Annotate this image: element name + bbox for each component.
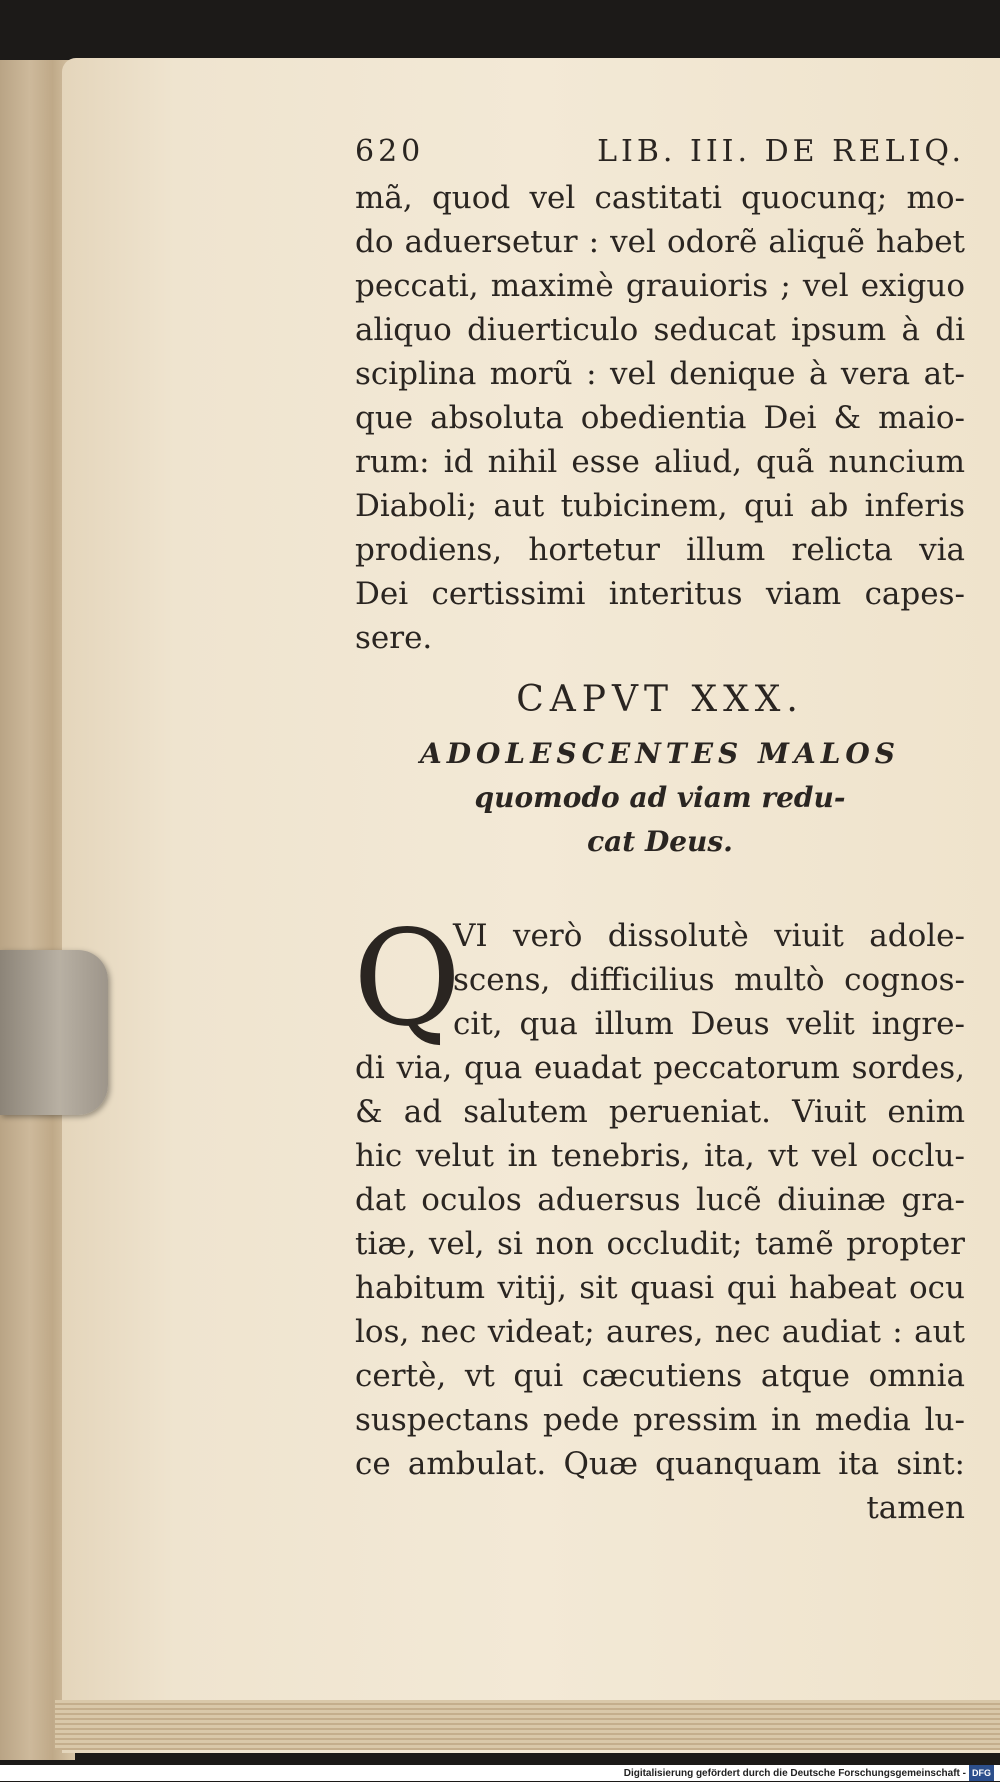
text-line: prodiens, hortetur illum relicta via	[355, 532, 965, 568]
text-line: los, nec videat; aures, nec audiat : aut	[355, 1314, 965, 1350]
chapter-body	[353, 902, 965, 1530]
text-line: habitum vitij, sit quasi qui habeat ocu	[355, 1270, 965, 1306]
text-line: Diaboli; aut tubicinem, qui ab inferis	[355, 488, 965, 524]
text-line: certè, vt qui cæcutiens atque omnia	[355, 1358, 965, 1394]
text-line: hic velut in tenebris, ita, vt vel occlu-	[355, 1138, 965, 1174]
page-number: 620	[355, 134, 425, 169]
text-line: sere.	[355, 620, 433, 656]
text-line: dat oculos aduersus lucẽ diuinæ gra-	[355, 1182, 965, 1218]
text-line: aliquo diuerticulo seducat ipsum à di	[355, 312, 965, 348]
text-line: sciplina morũ : vel denique à vera at-	[355, 356, 965, 392]
chapter-subtitle-line: quomodo ad viam redu-	[474, 781, 846, 814]
text-line: suspectans pede pressim in media lu-	[355, 1402, 965, 1438]
text-line: scens, difficilius multò cognos-	[453, 962, 965, 998]
text-line: mã, quod vel castitati quocunq; mo-	[355, 180, 965, 216]
page-text	[355, 130, 965, 1530]
page-stack-edge	[55, 1700, 1000, 1750]
text-line: Dei certissimi interitus viam capes-	[355, 576, 965, 612]
running-head	[355, 130, 965, 174]
chapter-subtitle-line: cat Deus.	[587, 825, 733, 858]
text-line: & ad salutem perueniat. Viuit enim	[355, 1094, 965, 1130]
page-clip	[0, 950, 108, 1115]
chapter-heading: CAPVT XXX.	[516, 679, 804, 720]
dfg-logo: DFG	[969, 1765, 994, 1781]
text-line: rum: id nihil esse aliud, quã nuncium	[355, 444, 965, 480]
text-line: do aduersetur : vel odorẽ aliquẽ habet	[355, 224, 965, 260]
drop-cap: Q	[353, 902, 462, 1056]
text-line: ce ambulat. Quæ quanquam ita sint:	[355, 1446, 965, 1482]
catchword: tamen	[866, 1490, 965, 1526]
text-line: VI verò dissolutè viuit adole-	[453, 918, 965, 954]
digitization-footer	[0, 1765, 1000, 1781]
text-line: cit, qua illum Deus velit ingre-	[453, 1006, 965, 1042]
chapter-subtitle-line: ADOLESCENTES MALOS	[419, 737, 901, 770]
running-title: LIB. III. DE RELIQ.	[597, 134, 965, 169]
text-line: peccati, maximè grauioris ; vel exiguo	[355, 268, 965, 304]
footer-text: Digitalisierung gefördert durch die Deutsche Forschungsgemeinschaft -	[623, 1768, 966, 1779]
text-line: que absoluta obedientia Dei & maio-	[355, 400, 965, 436]
text-line: di via, qua euadat peccatorum sordes,	[355, 1050, 965, 1086]
opening-paragraph	[355, 176, 965, 660]
text-line: tiæ, vel, si non occludit; tamẽ propter	[355, 1226, 965, 1262]
